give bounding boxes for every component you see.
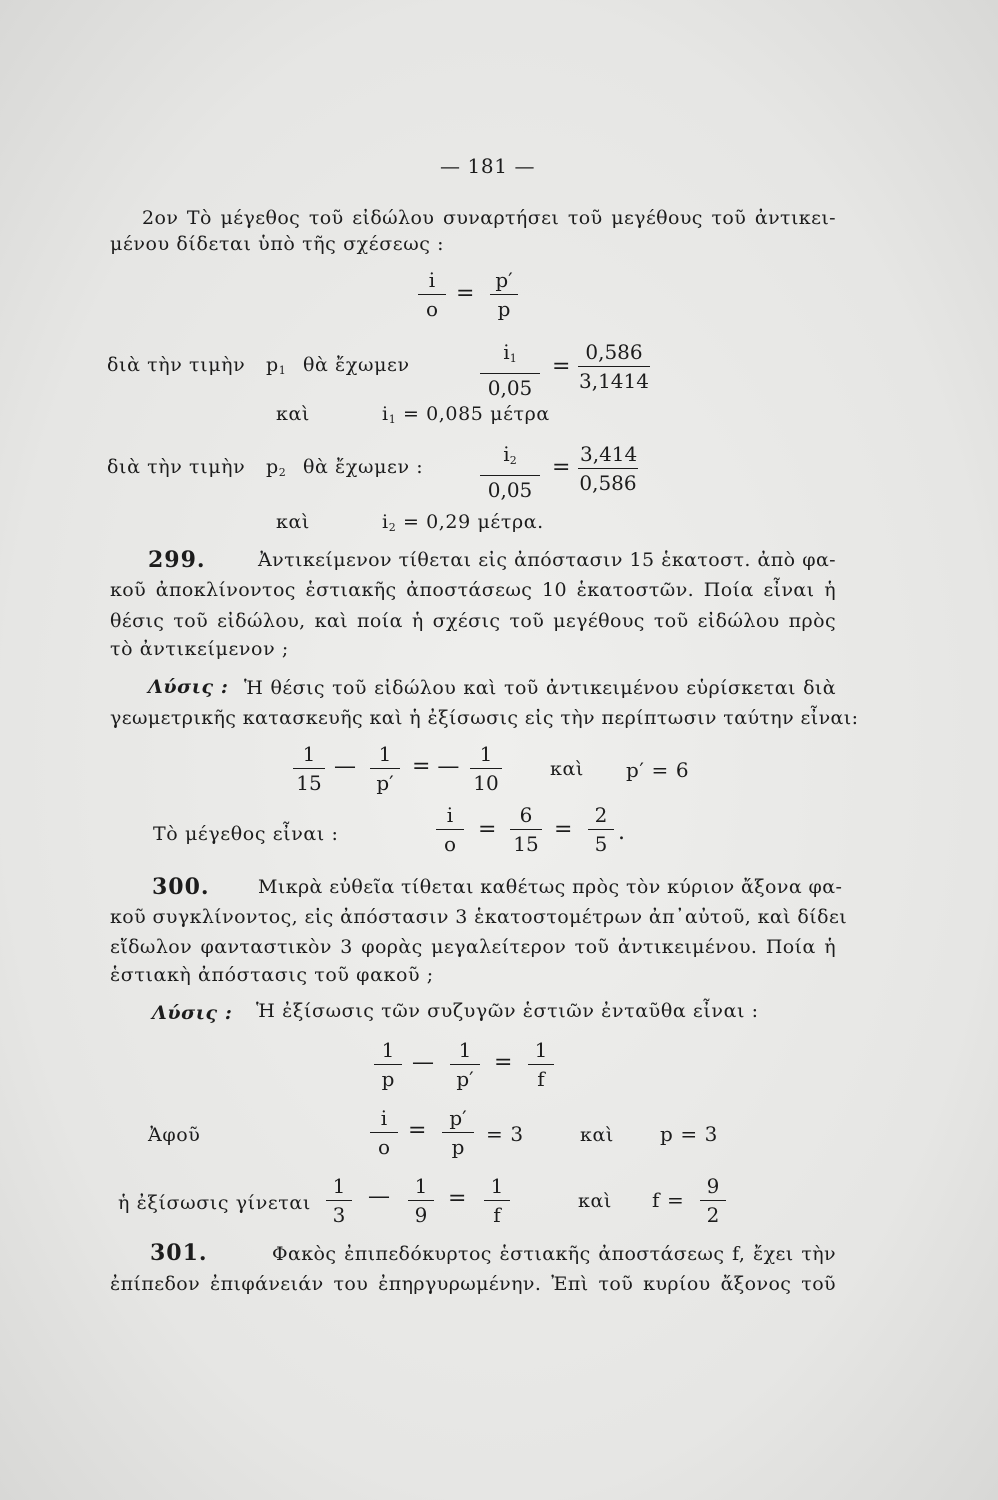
case1-result-value: = 0,085 μέτρα (402, 403, 550, 425)
problem-299-solution-line-2: γεωμετρικῆς κατασκευῆς καὶ ἡ ἐξίσωσις εἰς τὴν περίπτωσιν ταύτην εἶναι: (110, 707, 859, 729)
problem-300-line-1: Μικρὰ εὐθεῖα τίθεται καθέτως πρὸς τὸν κύριον ἄξονα φα- (258, 876, 843, 898)
case2-num-sub: 2 (509, 454, 517, 467)
eq299-f3-den: 10 (473, 771, 499, 795)
ratio-rhs-den: p (497, 297, 511, 321)
case2-eq: = (552, 455, 571, 480)
case2-label (107, 456, 423, 479)
problem-299-line-2: κοῦ ἀποκλίνοντος ἑστιακῆς ἀποστάσεως 10 ἑκατοστῶν. Ποία εἶναι ἡ (110, 579, 836, 601)
size-frac-a-num: i (436, 803, 464, 830)
problem-299-line-1: Ἀντικείμενον τίθεται εἰς ἀπόστασιν 15 ἑκατοστ. ἀπὸ φα- (258, 549, 836, 571)
eq300a-minus: — (412, 1050, 434, 1075)
eq300c-a-num: 1 (326, 1174, 352, 1201)
case1-frac-num (480, 340, 540, 374)
case2-result (382, 511, 544, 534)
problem-301-number: 301. (150, 1240, 208, 1266)
problem-299-line-3: θέσις τοῦ εἰδώλου, καὶ ποία ἡ σχέσις τοῦ μεγέθους τοῦ εἰδώλου πρὸς (110, 610, 836, 632)
case2-rhs-den: 0,586 (579, 471, 637, 495)
eq299-eqminus: = — (412, 754, 460, 779)
size-frac-c (588, 803, 614, 856)
eq300c-minus: — (368, 1184, 390, 1209)
eq300b-b (442, 1106, 474, 1159)
eq300a-eq: = (494, 1050, 513, 1075)
eq300b-a (370, 1106, 398, 1159)
problem-300-line-2: κοῦ συγκλίνοντος, εἰς ἀπόστασιν 3 ἑκατοστομέτρων ἀπ᾽αὐτοῦ, καὶ δίδει (110, 906, 848, 928)
case1-label (107, 354, 410, 377)
size-frac-b-num: 6 (510, 803, 542, 830)
case1-frac-den: 0,05 (487, 376, 533, 400)
case1-rhs (578, 340, 650, 393)
eq300a-a-den: p (381, 1067, 395, 1091)
size-frac-c-den: 5 (594, 832, 608, 856)
case2-frac-num (480, 442, 540, 476)
eq300b-a-num: i (370, 1106, 398, 1133)
problem-300-solution-line-1: Ἡ ἐξίσωσις τῶν συζυγῶν ἑστιῶν ἐνταῦθα εἶναι : (256, 1000, 759, 1022)
eq300b-rest: = 3 (486, 1122, 524, 1146)
eq300c-a (326, 1174, 352, 1227)
page-number: — 181 — (440, 154, 536, 178)
case1-and: καὶ (276, 403, 310, 425)
problem-299-solution-line-1: Ἡ θέσις τοῦ εἰδώλου καὶ τοῦ ἀντικειμένου εὑρίσκεται διὰ (244, 677, 836, 699)
eq300c-c-num: 1 (484, 1174, 510, 1201)
eq300a-c-num: 1 (528, 1038, 554, 1065)
eq300c-eq: = (448, 1186, 467, 1211)
size-eq-1: = (478, 817, 497, 842)
ratio-eq: = (456, 281, 475, 306)
since-label: Ἀφοῦ (148, 1124, 201, 1146)
case1-var-letter: p (265, 354, 279, 376)
eq300c-a-den: 3 (332, 1203, 346, 1227)
eq300c-c (484, 1174, 510, 1227)
eq300c-and: καὶ (578, 1190, 612, 1212)
problem-299-solution-label: Λύσις : (148, 676, 229, 698)
case2-var (266, 456, 286, 478)
case1-num-sub: 1 (509, 352, 517, 365)
size-frac-b (510, 803, 542, 856)
eq299-result: p′ = 6 (626, 758, 690, 782)
case1-eq: = (552, 354, 571, 379)
eq299-f2-den: p′ (376, 771, 394, 795)
problem-300-solution-label: Λύσις : (152, 1002, 233, 1024)
case1-rhs-num: 0,586 (578, 340, 650, 367)
becomes-label: ἡ ἐξίσωσις γίνεται (118, 1192, 311, 1214)
eq300b-eq: = (408, 1118, 427, 1143)
problem-300-line-4: ἑστιακὴ ἀπόστασις τοῦ φακοῦ ; (110, 964, 434, 986)
ratio-rhs (490, 268, 518, 321)
ratio-lhs-num: i (418, 268, 446, 295)
case1-var (266, 354, 286, 376)
ratio-rhs-num: p′ (490, 268, 518, 295)
eq300c-b-den: 9 (414, 1203, 428, 1227)
eq300a-a-num: 1 (374, 1038, 402, 1065)
case1-result-sub: 1 (388, 413, 397, 426)
case2-verb: θὰ ἔχωμεν : (302, 456, 424, 478)
eq300a-c (528, 1038, 554, 1091)
problem-299-line-4: τὸ ἀντικείμενον ; (110, 638, 289, 660)
size-frac-a-den: o (443, 832, 457, 856)
case2-result-var: i (382, 511, 389, 533)
case1-result (382, 403, 550, 426)
eq300c-b-num: 1 (408, 1174, 434, 1201)
eq300a-b-den: p′ (456, 1067, 474, 1091)
intro-line-2: μένου δίδεται ὑπὸ τῆς σχέσεως : (110, 233, 445, 255)
eq300b-b-num: p′ (442, 1106, 474, 1133)
ratio-lhs-den: o (425, 297, 439, 321)
size-dot: . (618, 820, 625, 845)
eq299-and: καὶ (550, 758, 584, 780)
eq300c-d (700, 1174, 726, 1227)
eq299-f1 (293, 742, 325, 795)
case1-var-sub: 1 (278, 364, 287, 377)
eq300a-b (450, 1038, 480, 1091)
size-frac-c-num: 2 (588, 803, 614, 830)
problem-301-line-2: ἐπίπεδον ἐπιφάνειάν του ἐπηργυρωμένην. Ἐπὶ τοῦ κυρίου ἄξονος τοῦ (110, 1273, 836, 1295)
case2-frac (480, 442, 540, 502)
case2-result-sub: 2 (388, 521, 397, 534)
size-frac-a (436, 803, 464, 856)
problem-301-line-1: Φακὸς ἐπιπεδόκυρτος ἑστιακῆς ἀποστάσεως f, ἔχει τὴν (272, 1243, 836, 1265)
eq300b-b-den: p (451, 1135, 465, 1159)
eq300c-c-den: f (493, 1203, 501, 1227)
eq300c-d-num: 9 (700, 1174, 726, 1201)
eq300a-a (374, 1038, 402, 1091)
problem-300-line-3: εἴδωλον φανταστικὸν 3 φορὰς μεγαλείτερον τοῦ ἀντικειμένου. Ποία ἡ (110, 936, 836, 958)
eq299-f2-num: 1 (370, 742, 400, 769)
case2-frac-den: 0,05 (487, 478, 533, 502)
intro-line-1: 2ον Τὸ μέγεθος τοῦ εἰδώλου συναρτήσει τοῦ μεγέθους τοῦ ἀντικει- (142, 207, 836, 229)
case1-num-letter: i (503, 340, 510, 364)
eq300b-a-den: o (377, 1135, 391, 1159)
case1-verb: θὰ ἔχωμεν (302, 354, 410, 376)
case2-var-sub: 2 (278, 466, 287, 479)
case2-num-letter: i (503, 442, 510, 466)
eq300b-and: καὶ (580, 1124, 614, 1146)
case1-label-text: διὰ τὴν τιμὴν (107, 354, 246, 376)
case2-label-text: διὰ τὴν τιμὴν (107, 456, 246, 478)
ratio-lhs (418, 268, 446, 321)
eq300a-c-den: f (537, 1067, 545, 1091)
problem-300-number: 300. (152, 874, 210, 900)
case1-frac (480, 340, 540, 400)
case2-result-value: = 0,29 μέτρα. (402, 511, 544, 533)
eq300a-b-num: 1 (450, 1038, 480, 1065)
eq300c-d-den: 2 (706, 1203, 720, 1227)
eq299-f3 (470, 742, 502, 795)
case2-rhs-num: 3,414 (578, 442, 638, 469)
case1-result-var: i (382, 403, 389, 425)
size-label: Τὸ μέγεθος εἶναι : (153, 823, 339, 845)
case1-rhs-den: 3,1414 (579, 369, 649, 393)
case2-var-letter: p (265, 456, 279, 478)
eq299-minus: — (334, 754, 356, 779)
eq299-f1-den: 15 (296, 771, 322, 795)
case2-rhs (578, 442, 638, 495)
size-eq-2: = (554, 817, 573, 842)
eq299-f1-num: 1 (293, 742, 325, 769)
case2-and: καὶ (276, 511, 310, 533)
size-frac-b-den: 15 (513, 832, 539, 856)
eq300c-b (408, 1174, 434, 1227)
eq299-f2 (370, 742, 400, 795)
eq299-f3-num: 1 (470, 742, 502, 769)
eq300c-f-label: f = (652, 1188, 685, 1212)
eq300b-result: p = 3 (660, 1122, 718, 1146)
problem-299-number: 299. (148, 547, 206, 573)
